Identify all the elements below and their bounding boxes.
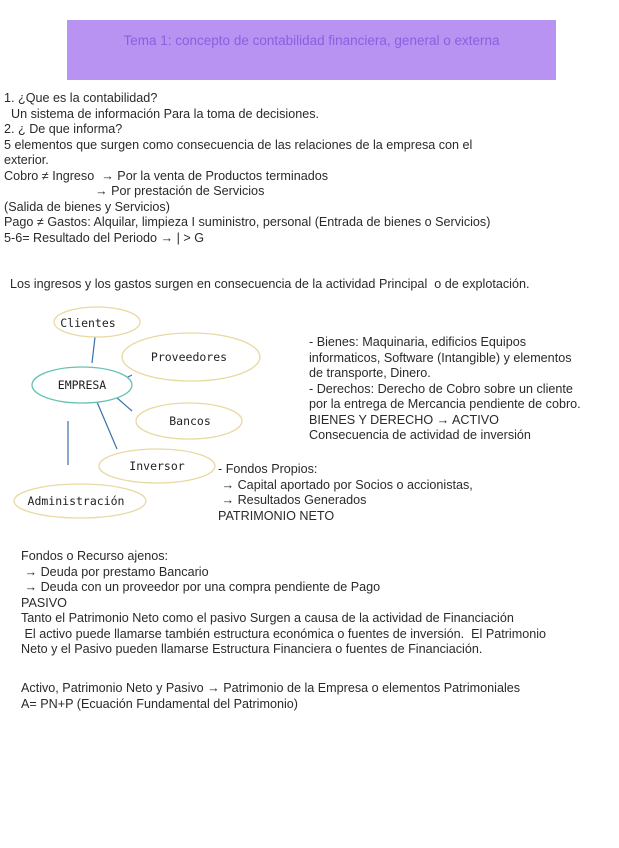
empresa-label: EMPRESA: [57, 378, 107, 392]
summary-line: Activo, Patrimonio Neto y Pasivo → Patrimonio de la Empresa o elementos Patrimoniales: [21, 681, 521, 695]
patrimonio-line: → Resultados Generados: [218, 493, 367, 507]
pasivo-line: PASIVO: [21, 595, 67, 610]
administracion-label: Administración: [27, 494, 125, 508]
connector-line: [92, 337, 95, 363]
activo-line: BIENES Y DERECHO → ACTIVO: [309, 412, 499, 427]
intro-line: (Salida de bienes y Servicios): [4, 199, 170, 214]
title-banner: [67, 20, 556, 80]
proveedores-label: Proveedores: [150, 350, 228, 364]
activity-note: Los ingresos y los gastos surgen en consecuencia de la actividad Principal o de explotación.: [10, 277, 530, 291]
pasivo-line: Neto y el Pasivo pueden llamarse Estructura Financiera o fuentes de Financiación.: [21, 642, 483, 656]
intro-line: Un sistema de información Para la toma de decisiones.: [4, 106, 319, 121]
inversor-label: Inversor: [129, 459, 185, 473]
page-title: Tema 1: concepto de contabilidad financiera, general o externa: [123, 33, 500, 48]
activo-line: - Derechos: Derecho de Cobro sobre un cliente: [309, 381, 573, 396]
intro-line: exterior.: [4, 153, 49, 167]
activo-line: Consecuencia de actividad de inversión: [309, 428, 531, 442]
pasivo-line: → Deuda por prestamo Bancario: [21, 564, 209, 579]
connector-line: [116, 397, 132, 411]
activo-line: de transporte, Dinero.: [309, 366, 431, 380]
clientes-label: Clientes: [60, 316, 116, 330]
pasivo-line: Fondos o Recurso ajenos:: [21, 549, 169, 563]
intro-line: 2. ¿ De que informa?: [4, 122, 123, 136]
summary-line: A= PN+P (Ecuación Fundamental del Patrimonio): [21, 696, 298, 711]
patrimonio-line: → Capital aportado por Socios o accionistas,: [218, 477, 473, 492]
intro-line: 1. ¿Que es la contabilidad?: [4, 91, 158, 105]
intro-line: 5 elementos que surgen como consecuencia de las relaciones de la empresa con el: [4, 137, 473, 152]
pasivo-line: → Deuda con un proveedor por una compra pendiente de Pago: [21, 580, 381, 594]
intro-line: → Por prestación de Servicios: [4, 184, 265, 198]
bancos-label: Bancos: [169, 414, 211, 428]
activo-line: informaticos, Software (Intangible) y elementos: [309, 350, 572, 365]
patrimonio-line: - Fondos Propios:: [218, 462, 318, 476]
patrimonio-line: PATRIMONIO NETO: [218, 508, 335, 523]
activo-line: por la entrega de Mercancia pendiente de cobro.: [309, 397, 581, 411]
pasivo-line: Tanto el Patrimonio Neto como el pasivo Surgen a causa de la actividad de Financiación: [21, 611, 514, 625]
connector-line: [97, 402, 117, 449]
activo-line: - Bienes: Maquinaria, edificios Equipos: [309, 335, 527, 349]
pasivo-line: El activo puede llamarse también estructura económica o fuentes de inversión. El Patrimonio: [21, 626, 547, 641]
intro-line: Pago ≠ Gastos: Alquilar, limpieza I suministro, personal (Entrada de bienes o Servicios): [4, 215, 491, 229]
intro-line: Cobro ≠ Ingreso → Por la venta de Productos terminados: [4, 168, 329, 183]
intro-line: 5-6= Resultado del Periodo → | > G: [4, 230, 204, 245]
